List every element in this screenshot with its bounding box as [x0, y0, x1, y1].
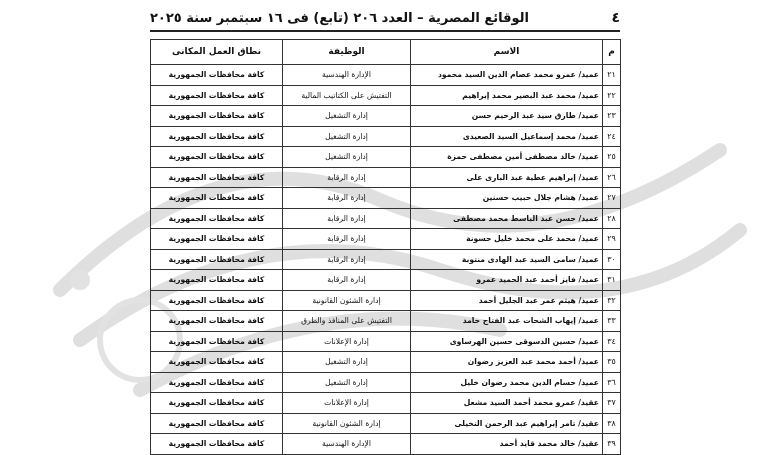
table-row: [151, 106, 621, 127]
job-cell: إدارة الرقابة: [283, 229, 411, 250]
name-cell: عميد/ خالد مصطفى أمين مصطفى حمزة: [411, 147, 603, 168]
name-cell: عميد/ حسن عبد الباسط محمد مصطفى: [411, 208, 603, 229]
name-cell: عقيد/ عمرو محمد أحمد السيد مشعل: [411, 393, 603, 414]
scope-cell: كافة محافظات الجمهورية: [151, 208, 283, 229]
scope-cell: كافة محافظات الجمهورية: [151, 229, 283, 250]
scope-cell: كافة محافظات الجمهورية: [151, 270, 283, 291]
table-row: [151, 249, 621, 270]
table-row: [151, 393, 621, 414]
column-header-name: الاسم: [411, 40, 603, 65]
name-cell: عميد/ حسام الدين محمد رضوان خليل: [411, 372, 603, 393]
job-cell: إدارة الرقابة: [283, 249, 411, 270]
scope-cell: كافة محافظات الجمهورية: [151, 106, 283, 127]
name-cell: عميد/ محمد على محمد خليل حسونة: [411, 229, 603, 250]
name-cell: عميد/ أحمد محمد عبد العزيز رضوان: [411, 352, 603, 373]
job-cell: إدارة الإعلانات: [283, 331, 411, 352]
name-cell: عميد/ هشام جلال حبيب حسنين: [411, 188, 603, 209]
scope-cell: كافة محافظات الجمهورية: [151, 413, 283, 434]
name-cell: عميد/ إبراهيم عطية عبد البارى على: [411, 167, 603, 188]
scope-cell: كافة محافظات الجمهورية: [151, 147, 283, 168]
job-cell: إدارة التشغيل: [283, 352, 411, 373]
table-row: [151, 126, 621, 147]
table-row: [151, 188, 621, 209]
scope-cell: كافة محافظات الجمهورية: [151, 434, 283, 455]
name-cell: عميد/ محمد عبد البصير محمد إبراهيم: [411, 85, 603, 106]
page-number: ٤: [611, 10, 620, 26]
name-cell: عميد/ سامى السيد عبد الهادى منتوبة: [411, 249, 603, 270]
job-cell: إدارة الرقابة: [283, 188, 411, 209]
name-cell: عميد/ محمد إسماعيل السيد الصعيدى: [411, 126, 603, 147]
job-cell: إدارة الرقابة: [283, 167, 411, 188]
job-cell: الإدارة الهندسية: [283, 65, 411, 86]
name-cell: عميد/ عمرو محمد عصام الدين السيد محمود: [411, 65, 603, 86]
job-cell: الإدارة الهندسية: [283, 434, 411, 455]
officers-table: [150, 39, 621, 455]
table-row: [151, 331, 621, 352]
table-row: [151, 65, 621, 86]
scope-cell: كافة محافظات الجمهورية: [151, 393, 283, 414]
table-row: [151, 167, 621, 188]
scope-cell: كافة محافظات الجمهورية: [151, 372, 283, 393]
job-cell: إدارة التشغيل: [283, 126, 411, 147]
name-cell: عقيد/ تامر إبراهيم عبد الرحمن النخيلى: [411, 413, 603, 434]
row-number-cell: ٢٧: [603, 188, 621, 209]
scope-cell: كافة محافظات الجمهورية: [151, 352, 283, 373]
row-number-cell: ٢٩: [603, 229, 621, 250]
row-number-cell: ٣٧: [603, 393, 621, 414]
page-header: [150, 6, 620, 30]
gazette-title: الوقائع المصرية – العدد ٢٠٦ (تابع) فى ١٦ سبتمبر سنة ٢٠٢٥: [150, 10, 529, 26]
table-row: [151, 311, 621, 332]
row-number-cell: ٣٩: [603, 434, 621, 455]
header-rule: [150, 30, 620, 32]
job-cell: إدارة الشئون القانونية: [283, 413, 411, 434]
job-cell: إدارة الرقابة: [283, 270, 411, 291]
name-cell: عميد/ حسين الدسوقى حسين الهرساوى: [411, 331, 603, 352]
table-header-row: [151, 40, 621, 65]
row-number-cell: ٢١: [603, 65, 621, 86]
name-cell: عميد/ فايز أحمد عبد الحميد عمرو: [411, 270, 603, 291]
row-number-cell: ٣٢: [603, 290, 621, 311]
scope-cell: كافة محافظات الجمهورية: [151, 331, 283, 352]
job-cell: التفتيش على المنافذ والطرق: [283, 311, 411, 332]
job-cell: إدارة الإعلانات: [283, 393, 411, 414]
row-number-cell: ٣٣: [603, 311, 621, 332]
name-cell: عميد/ إيهاب الشحات عبد الفتاح حامد: [411, 311, 603, 332]
row-number-cell: ٣١: [603, 270, 621, 291]
row-number-cell: ٣٦: [603, 372, 621, 393]
row-number-cell: ٢٥: [603, 147, 621, 168]
row-number-cell: ٣٠: [603, 249, 621, 270]
scope-cell: كافة محافظات الجمهورية: [151, 290, 283, 311]
scope-cell: كافة محافظات الجمهورية: [151, 311, 283, 332]
table-row: [151, 352, 621, 373]
row-number-cell: ٢٤: [603, 126, 621, 147]
table-row: [151, 290, 621, 311]
name-cell: عميد/ هيثم عمر عبد الجليل أحمد: [411, 290, 603, 311]
column-header-job: الوظيفة: [283, 40, 411, 65]
scope-cell: كافة محافظات الجمهورية: [151, 188, 283, 209]
job-cell: إدارة التشغيل: [283, 147, 411, 168]
job-cell: إدارة الرقابة: [283, 208, 411, 229]
table-row: [151, 208, 621, 229]
column-header-number: م: [603, 40, 621, 65]
row-number-cell: ٢٢: [603, 85, 621, 106]
row-number-cell: ٣٤: [603, 331, 621, 352]
scope-cell: كافة محافظات الجمهورية: [151, 65, 283, 86]
table-row: [151, 85, 621, 106]
table-row: [151, 229, 621, 250]
column-header-scope: نطاق العمل المكانى: [151, 40, 283, 65]
scope-cell: كافة محافظات الجمهورية: [151, 126, 283, 147]
row-number-cell: ٢٣: [603, 106, 621, 127]
scope-cell: كافة محافظات الجمهورية: [151, 167, 283, 188]
table-row: [151, 434, 621, 455]
row-number-cell: ٢٦: [603, 167, 621, 188]
scope-cell: كافة محافظات الجمهورية: [151, 249, 283, 270]
row-number-cell: ٢٨: [603, 208, 621, 229]
table-row: [151, 270, 621, 291]
job-cell: إدارة التشغيل: [283, 372, 411, 393]
row-number-cell: ٣٨: [603, 413, 621, 434]
table-row: [151, 372, 621, 393]
job-cell: التفتيش على الكتاتيب المالية: [283, 85, 411, 106]
job-cell: إدارة التشغيل: [283, 106, 411, 127]
name-cell: عميد/ طارق سيد عبد الرحيم حسن: [411, 106, 603, 127]
table-row: [151, 147, 621, 168]
row-number-cell: ٣٥: [603, 352, 621, 373]
job-cell: إدارة الشئون القانونية: [283, 290, 411, 311]
scope-cell: كافة محافظات الجمهورية: [151, 85, 283, 106]
name-cell: عقيد/ خالد محمد قايد أحمد: [411, 434, 603, 455]
table-row: [151, 413, 621, 434]
